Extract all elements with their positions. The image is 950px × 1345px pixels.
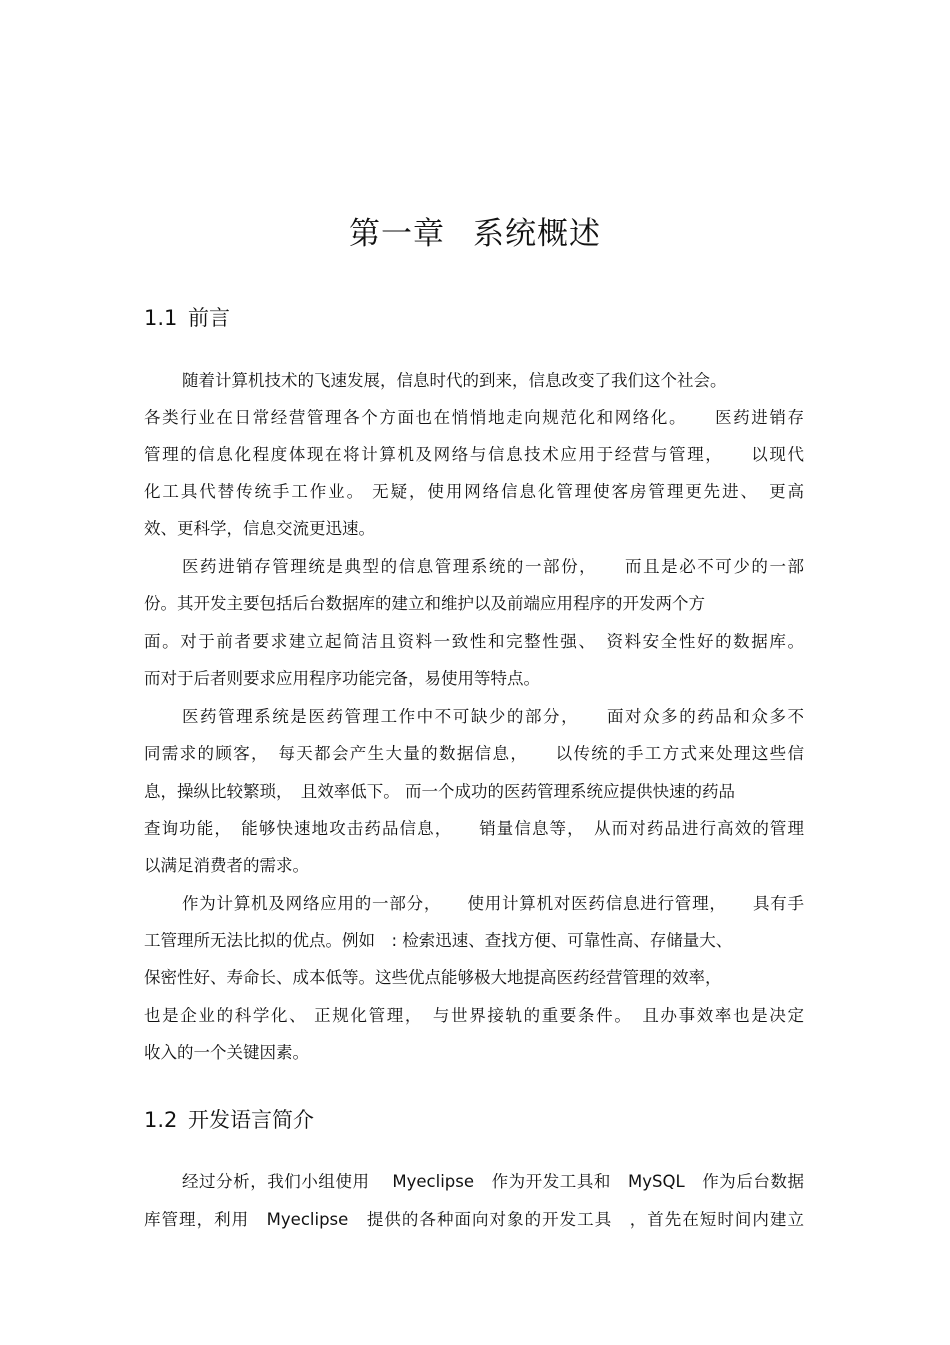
paragraph-line: 份。其开发主要包括后台数据库的建立和维护以及前端应用程序的开发两个方 <box>144 594 705 613</box>
paragraph-line: 医药进销存管理统是典型的信息管理系统的一部份， 而且是必不可少的一部 <box>182 557 804 576</box>
paragraph-line: 而对于后者则要求应用程序功能完备，易使用等特点。 <box>144 669 540 688</box>
paragraph-line: 效、更科学，信息交流更迅速。 <box>144 519 375 538</box>
paragraph-line: 各类行业在日常经营管理各个方面也在悄悄地走向规范化和网络化。 医药进销存 <box>144 408 804 427</box>
section-heading-1-1 <box>144 303 230 333</box>
section-title: 前言 <box>188 306 230 330</box>
paragraph-line: 经过分析，我们小组使用 Myeclipse 作为开发工具和 MySQL 作为后台数据 <box>182 1172 804 1191</box>
paragraph-line: 收入的一个关键因素。 <box>144 1043 309 1062</box>
paragraph-line: 作为计算机及网络应用的一部分， 使用计算机对医药信息进行管理， 具有手 <box>182 894 804 913</box>
paragraph-line: 息，操纵比较繁琐， 且效率低下。 而一个成功的医药管理系统应提供快速的药品 <box>144 782 735 801</box>
paragraph-line: 保密性好、寿命长、成本低等。这些优点能够极大地提高医药经营管理的效率， <box>144 968 722 987</box>
paragraph-line: 以满足消费者的需求。 <box>144 856 309 875</box>
section-title: 开发语言简介 <box>188 1108 314 1132</box>
paragraph-line: 查询功能， 能够快速地攻击药品信息， 销量信息等， 从而对药品进行高效的管理 <box>144 819 804 838</box>
section-number: 1.1 <box>144 306 178 330</box>
section-heading-1-2 <box>144 1105 314 1135</box>
paragraph-line: 管理的信息化程度体现在将计算机及网络与信息技术应用于经营与管理， 以现代 <box>144 445 804 464</box>
chapter-number: 第一章 <box>349 216 445 252</box>
paragraph-line: 工管理所无法比拟的优点。例如 : 检索迅速、查找方便、可靠性高、存储量大、 <box>144 931 733 950</box>
paragraph-line: 随着计算机技术的飞速发展，信息时代的到来，信息改变了我们这个社会。 <box>182 371 727 390</box>
chapter-name: 系统概述 <box>473 216 601 252</box>
paragraph-line: 同需求的顾客， 每天都会产生大量的数据信息， 以传统的手工方式来处理这些信 <box>144 744 804 763</box>
section-number: 1.2 <box>144 1108 178 1132</box>
paragraph-line: 库管理，利用 Myeclipse 提供的各种面向对象的开发工具 ，首先在短时间内建立 <box>144 1210 804 1229</box>
paragraph-line: 医药管理系统是医药管理工作中不可缺少的部分， 面对众多的药品和众多不 <box>182 707 804 726</box>
chapter-title <box>0 212 950 256</box>
paragraph-line: 也是企业的科学化、 正规化管理， 与世界接轨的重要条件。 且办事效率也是决定 <box>144 1006 804 1025</box>
paragraph-line: 面。对于前者要求建立起简洁且资料一致性和完整性强、 资料安全性好的数据库。 <box>144 632 804 651</box>
paragraph-line: 化工具代替传统手工作业。 无疑，使用网络信息化管理使客房管理更先进、 更高 <box>144 482 804 501</box>
